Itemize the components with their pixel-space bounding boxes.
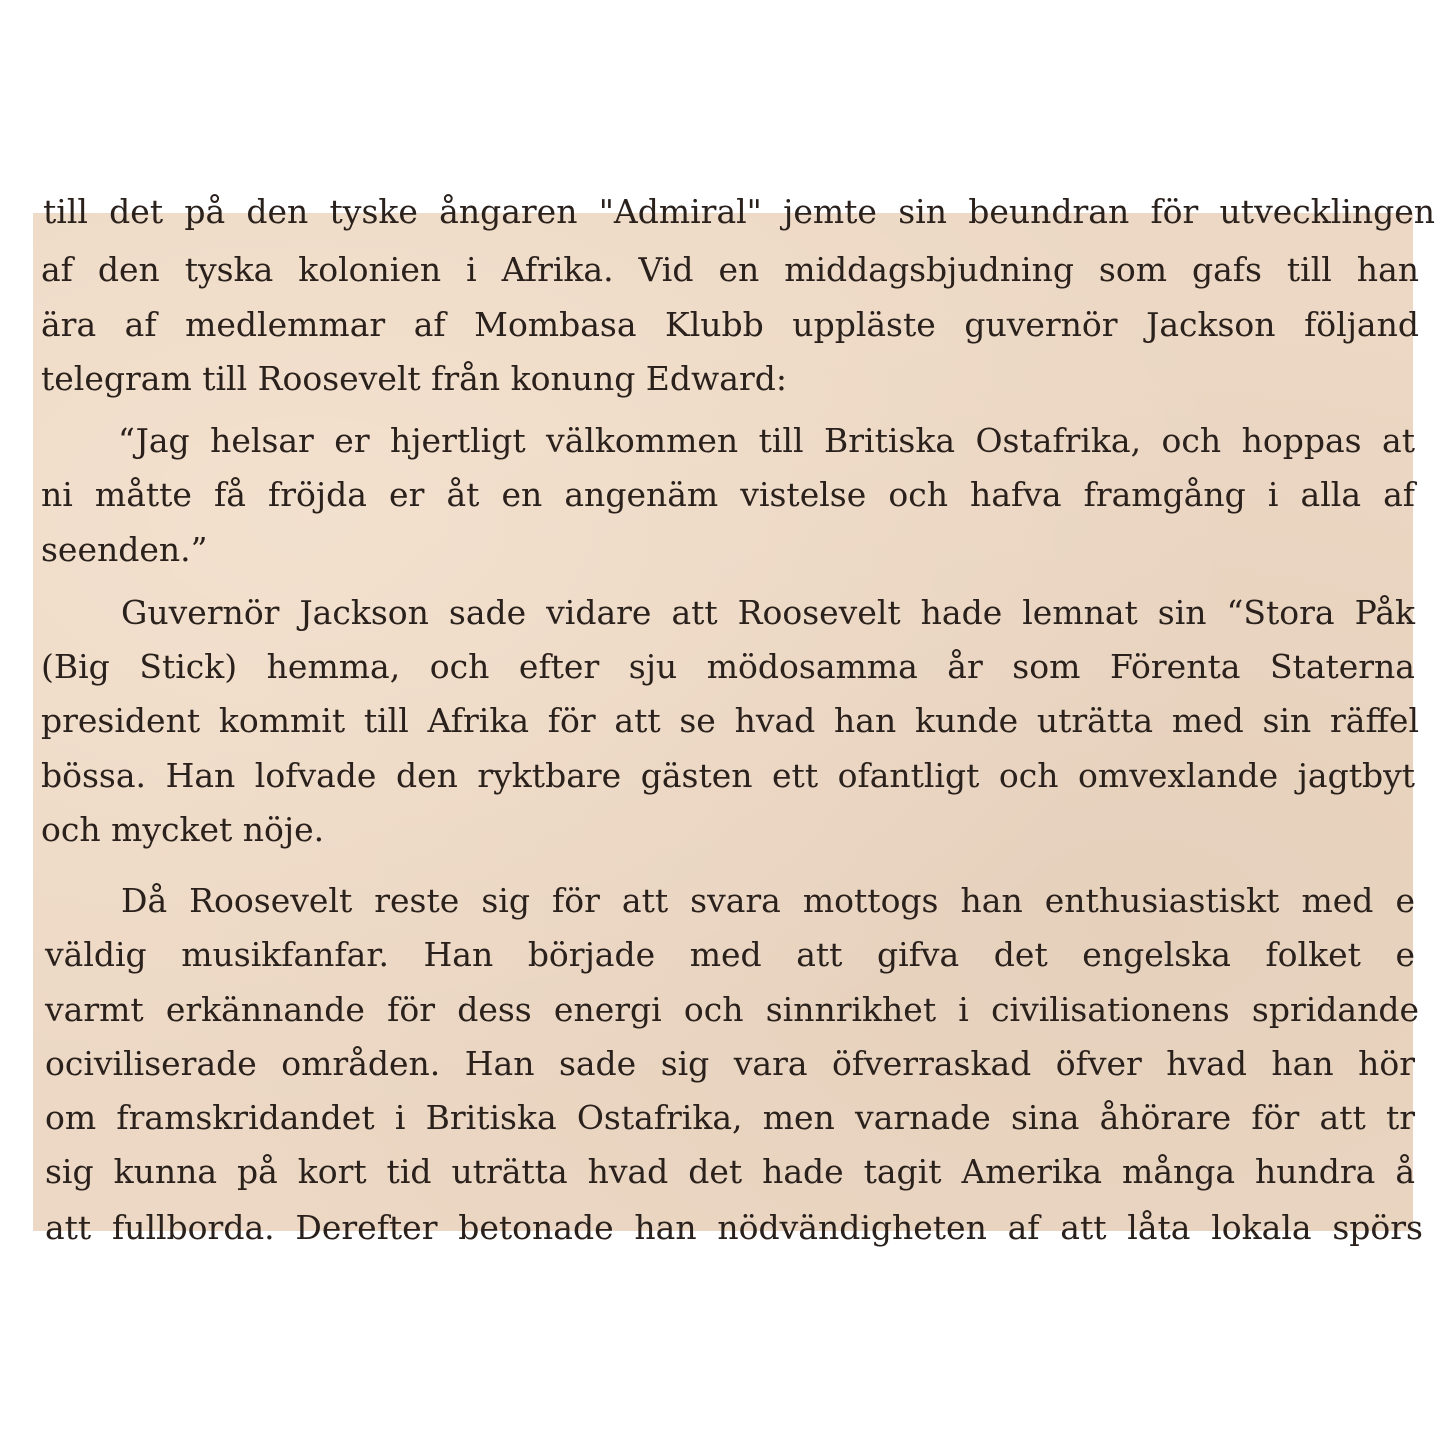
text-line: seenden.” (41, 530, 208, 569)
scanned-page (33, 192, 1435, 1247)
text-line: bössa. Han lofvade den ryktbare gästen ett ofantligt och omvexlande jagtbyt (41, 756, 1415, 795)
text-line: ociviliserade områden. Han sade sig vara öfverraskad öfver hvad han hör (45, 1044, 1415, 1083)
text-line: varmt erkännande för dess energi och sinnrikhet i civilisationens spridande (45, 990, 1419, 1029)
text-line: president kommit till Afrika för att se hvad han kunde uträtta med sin räffel (41, 701, 1419, 740)
text-line: till det på den tyske ångaren "Admiral" jemte sin beundran för utvecklingen (43, 192, 1435, 231)
text-line: och mycket nöje. (41, 810, 325, 849)
text-line: af den tyska kolonien i Afrika. Vid en middagsbjudning som gafs till han (41, 250, 1419, 289)
text-line: om framskridandet i Britiska Ostafrika, men varnade sina åhörare för att tr (45, 1098, 1415, 1137)
text-line: ni måtte få fröjda er åt en angenäm vistelse och hafva framgång i alla af (41, 475, 1415, 514)
text-line: Då Roosevelt reste sig för att svara mottogs han enthusiastiskt med e (121, 881, 1415, 920)
text-line: Guvernör Jackson sade vidare att Roosevelt hade lemnat sin “Stora Påk (121, 593, 1415, 632)
text-line: väldig musikfanfar. Han började med att gifva det engelska folket e (45, 935, 1415, 974)
text-line: “Jag helsar er hjertligt välkommen till Britiska Ostafrika, och hoppas at (118, 421, 1415, 460)
text-line: telegram till Roosevelt från konung Edward: (41, 359, 787, 398)
text-line: att fullborda. Derefter betonade han nödvändigheten af att låta lokala spörs (45, 1208, 1423, 1247)
text-line: sig kunna på kort tid uträtta hvad det hade tagit Amerika många hundra å (45, 1152, 1415, 1191)
text-line: ära af medlemmar af Mombasa Klubb uppläste guvernör Jackson följand (41, 305, 1419, 344)
text-line: (Big Stick) hemma, och efter sju mödosamma år som Förenta Staterna (41, 647, 1415, 686)
